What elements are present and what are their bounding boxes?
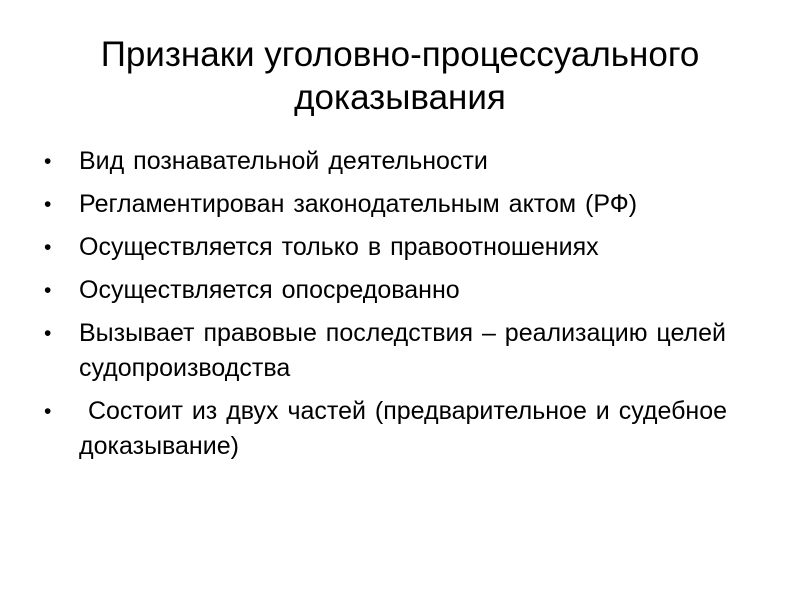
bullet-text: Вызывает правовые последствия – реализацию целей судопроизводства <box>79 319 735 382</box>
bullet-item <box>44 230 744 265</box>
bullet-item <box>44 394 744 464</box>
bullet-icon: • <box>44 322 52 345</box>
bullet-text: Регламентирован законодательным актом (РФ) <box>79 190 638 218</box>
bullet-icon: • <box>44 279 52 302</box>
bullet-icon: • <box>44 150 52 173</box>
bullet-list <box>44 144 744 472</box>
slide-title: Признаки уголовно-процессуального доказывания <box>100 35 700 117</box>
bullet-item <box>44 273 744 308</box>
bullet-item <box>44 316 744 386</box>
bullet-item <box>44 144 744 179</box>
bullet-text: Осуществляется только в правоотношениях <box>79 233 599 261</box>
bullet-icon: • <box>44 193 52 216</box>
bullet-text: Состоит из двух частей (предварительное и судебное доказывание) <box>79 397 736 460</box>
bullet-icon: • <box>44 400 52 423</box>
bullet-text: Осуществляется опосредованно <box>79 276 460 304</box>
bullet-icon: • <box>44 236 52 259</box>
bullet-item <box>44 187 744 222</box>
bullet-text: Вид познавательной деятельности <box>79 147 488 175</box>
